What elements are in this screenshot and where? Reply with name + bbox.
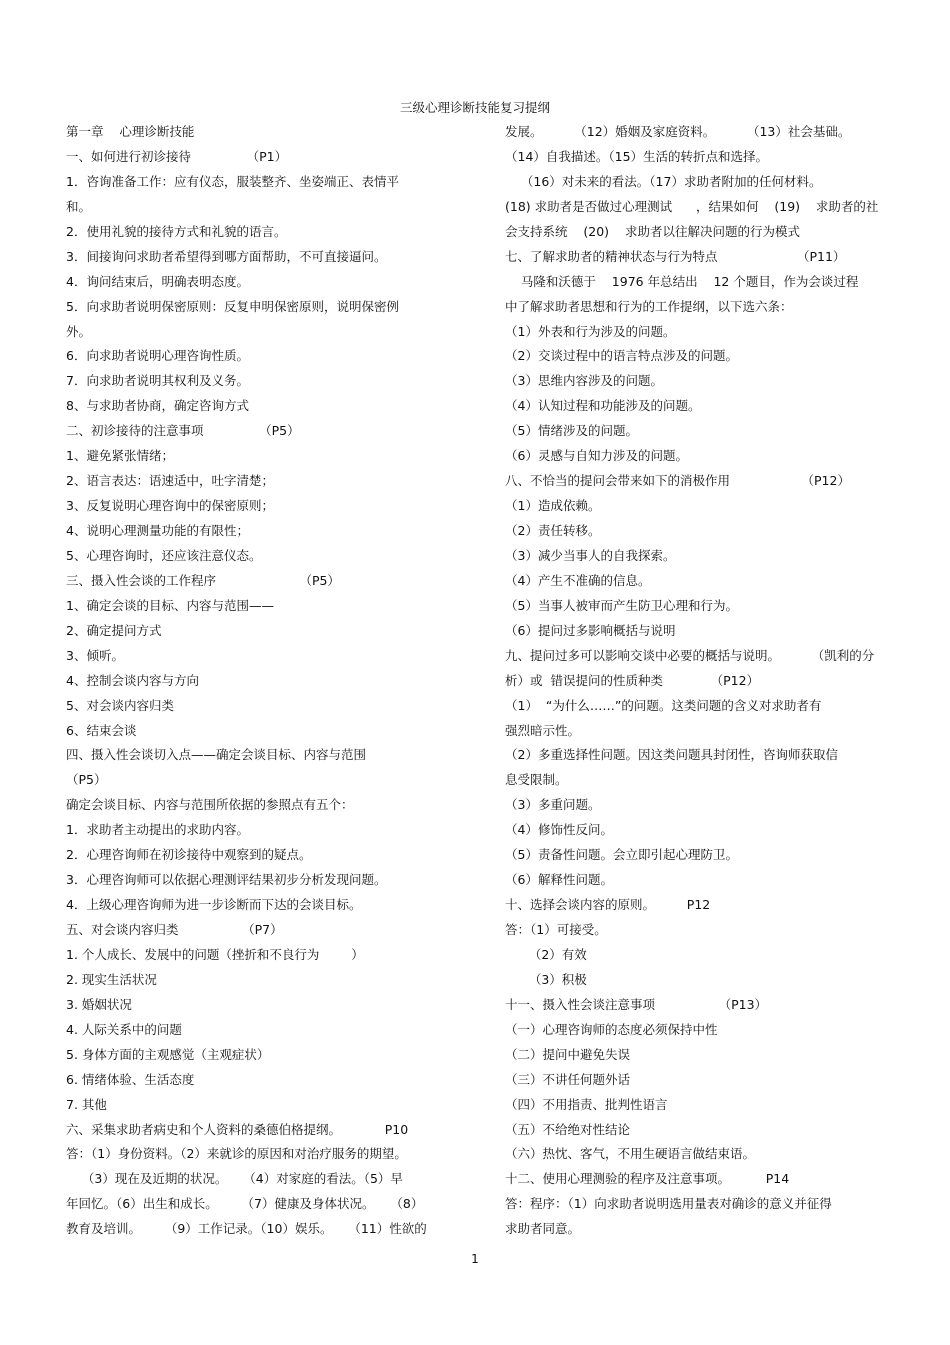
text-line: 2．使用礼貌的接待方式和礼貌的语言。 <box>66 223 287 239</box>
text-line: （2）责任转移。 <box>505 523 601 538</box>
text-line: （四）不用指责、批判性语言 <box>505 1096 668 1112</box>
text-line: （3）积极 <box>505 971 587 987</box>
text-line: （6）解释性问题。 <box>505 872 613 888</box>
text-line: 2、语言表达：语速适中，吐字清楚； <box>66 473 274 489</box>
text-line: 3．间接询问求助者希望得到哪方面帮助，不可直接逼问。 <box>66 248 387 264</box>
text-line: （6）提问过多影响概括与说明 <box>505 622 676 638</box>
text-line: 确定会谈目标、内容与范围所依据的参照点有五个： <box>66 797 354 813</box>
text-line: 教育及培训。 （9）工作记录。（10）娱乐。 （11）性欲的 <box>66 1221 427 1237</box>
text-line: （P5） <box>66 772 107 788</box>
text-line: 3、倾听。 <box>66 647 124 663</box>
text-line: 5．向求助者说明保密原则：反复申明保密原则，说明保密例 <box>66 298 399 314</box>
text-line: （1）造成依赖。 <box>505 498 601 514</box>
text-line: 4、控制会谈内容与方向 <box>66 672 199 688</box>
text-line: 3、反复说明心理咨询中的保密原则； <box>66 498 274 514</box>
text-line: （3）减少当事人的自我探索。 <box>505 547 676 563</box>
text-line: （一）心理咨询师的态度必须保持中性 <box>505 1021 718 1037</box>
text-line: 外。 <box>66 323 92 339</box>
text-line: （3）思维内容涉及的问题。 <box>505 373 663 389</box>
text-line: 求助者同意。 <box>505 1221 581 1237</box>
text-line: （5）责备性问题。会立即引起心理防卫。 <box>505 847 738 863</box>
text-line: 4．询问结束后，明确表明态度。 <box>66 273 249 289</box>
page-title: 三级心理诊断技能复习提纲 <box>399 100 550 115</box>
text-line: 三、摄入性会谈的工作程序 （P5） <box>66 572 340 588</box>
text-line: （三）不讲任何题外话 <box>505 1071 631 1087</box>
text-line: 4、说明心理测量功能的有限性； <box>66 523 249 538</box>
text-line: 年回忆。（6）出生和成长。 （7）健康及身体状况。 （8） <box>66 1196 424 1212</box>
text-line: 1．咨询准备工作：应有仪态，服装整齐、坐姿端正、表情平 <box>66 173 399 189</box>
text-line: （5）情绪涉及的问题。 <box>505 423 638 439</box>
text-line: （4）认知过程和功能涉及的问题。 <box>505 398 701 414</box>
text-line: 马隆和沃德于 1976 年总结出 12 个题目，作为会谈过程 <box>505 273 859 289</box>
text-line: 5. 身体方面的主观感觉（主观症状） <box>66 1046 270 1062</box>
text-line: 会支持系统 (20) 求助者以往解决问题的行为模式 <box>505 223 800 239</box>
text-line: （3）多重问题。 <box>505 797 601 813</box>
text-line: 1、确定会谈的目标、内容与范围—— <box>66 597 274 613</box>
text-line: （六）热忱、客气，不用生硬语言做结束语。 <box>505 1146 756 1162</box>
text-line: 7. 其他 <box>66 1096 107 1112</box>
text-line: （二）提问中避免失误 <box>505 1046 631 1062</box>
text-line: 6．向求助者说明心理咨询性质。 <box>66 348 249 364</box>
text-line: 4．上级心理咨询师为进一步诊断而下达的会谈目标。 <box>66 897 362 913</box>
text-line: 发展。 （12）婚姻及家庭资料。 （13）社会基础。 <box>505 124 851 139</box>
text-line: 十、选择会谈内容的原则。 P12 <box>505 897 711 913</box>
text-line: （3）现在及近期的状况。 （4）对家庭的看法。（5）早 <box>66 1171 403 1187</box>
text-line: 中了解求助者思想和行为的工作提纲，以下选六条： <box>505 298 793 314</box>
text-line: （16）对未来的看法。（17）求助者附加的任何材料。 <box>505 173 822 189</box>
text-line: 和。 <box>66 198 92 214</box>
text-line: 八、不恰当的提问会带来如下的消极作用 （P12） <box>505 473 850 489</box>
text-line: 8、与求助者协商，确定咨询方式 <box>66 398 249 414</box>
text-line: 六、采集求助者病史和个人资料的桑德伯格提纲。 P10 <box>66 1121 409 1137</box>
text-line: 七、了解求助者的精神状态与行为特点 （P11） <box>505 248 846 264</box>
text-line: 答：程序：（1）向求助者说明选用量表对确诊的意义并征得 <box>505 1196 832 1212</box>
left-column <box>66 120 456 1242</box>
text-line: 5、心理咨询时，还应该注意仪态。 <box>66 547 262 563</box>
text-line: 九、提问过多可以影响交谈中必要的概括与说明。 （凯利的分 <box>505 647 875 663</box>
text-line: （14）自我描述。（15）生活的转折点和选择。 <box>505 148 769 164</box>
text-line: （6）灵感与自知力涉及的问题。 <box>505 448 688 464</box>
text-line: 四、摄入性会谈切入点——确定会谈目标、内容与范围 <box>66 747 367 763</box>
right-column <box>505 120 890 1242</box>
text-line: 二、初诊接待的注意事项 （P5） <box>66 423 300 439</box>
text-line: 2、确定提问方式 <box>66 622 162 638</box>
text-line: 5、对会谈内容归类 <box>66 697 174 713</box>
text-line: 五、对会谈内容归类 （P7） <box>66 922 283 937</box>
text-line: 第一章 心理诊断技能 <box>66 124 195 139</box>
text-line: 息受限制。 <box>505 772 568 788</box>
text-line: 3．心理咨询师可以依据心理测评结果初步分析发现问题。 <box>66 872 387 888</box>
text-line: 强烈暗示性。 <box>505 722 581 738</box>
text-line: 3. 婚姻状况 <box>66 996 132 1012</box>
text-line: 2．心理咨询师在初诊接待中观察到的疑点。 <box>66 847 312 863</box>
page-number: 1 <box>471 1252 479 1266</box>
text-line: 答：（1）身份资料。（2）来就诊的原因和对治疗服务的期望。 <box>66 1146 407 1162</box>
text-line: 4. 人际关系中的问题 <box>66 1021 182 1037</box>
text-line: 1．求助者主动提出的求助内容。 <box>66 822 249 838</box>
text-line: （2）有效 <box>505 946 587 962</box>
text-line: （1）外表和行为涉及的问题。 <box>505 323 676 339</box>
text-line: （2）交谈过程中的语言特点涉及的问题。 <box>505 348 738 364</box>
text-line: （4）修饰性反问。 <box>505 822 613 838</box>
text-line: 十一、摄入性会谈注意事项 （P13） <box>505 996 768 1012</box>
text-line: 6. 情绪体验、生活态度 <box>66 1071 195 1087</box>
text-line: （5）当事人被审而产生防卫心理和行为。 <box>505 597 738 613</box>
text-line: 析）或 错误提问的性质种类 （P12） <box>505 672 760 688</box>
text-line: 1、避免紧张情绪； <box>66 448 174 464</box>
text-line: （五）不给绝对性结论 <box>505 1121 631 1137</box>
text-line: 答：（1）可接受。 <box>505 922 607 937</box>
text-line: （1） “为什么……”的问题。这类问题的含义对求助者有 <box>505 697 822 713</box>
text-line: 7．向求助者说明其权利及义务。 <box>66 373 249 389</box>
text-line: 一、如何进行初诊接待 （P1） <box>66 148 288 164</box>
text-line: （4）产生不准确的信息。 <box>505 572 651 588</box>
text-line: 2. 现实生活状况 <box>66 971 157 987</box>
text-line: 1. 个人成长、发展中的问题（挫折和不良行为 ） <box>66 946 364 962</box>
text-line: 6、结束会谈 <box>66 722 137 738</box>
text-line: （2）多重选择性问题。因这类问题具封闭性，咨询师获取信 <box>505 747 838 763</box>
text-line: (18) 求助者是否做过心理测试 ，结果如何 (19) 求助者的社 <box>505 198 879 214</box>
text-line: 十二、使用心理测验的程序及注意事项。 P14 <box>505 1171 790 1187</box>
